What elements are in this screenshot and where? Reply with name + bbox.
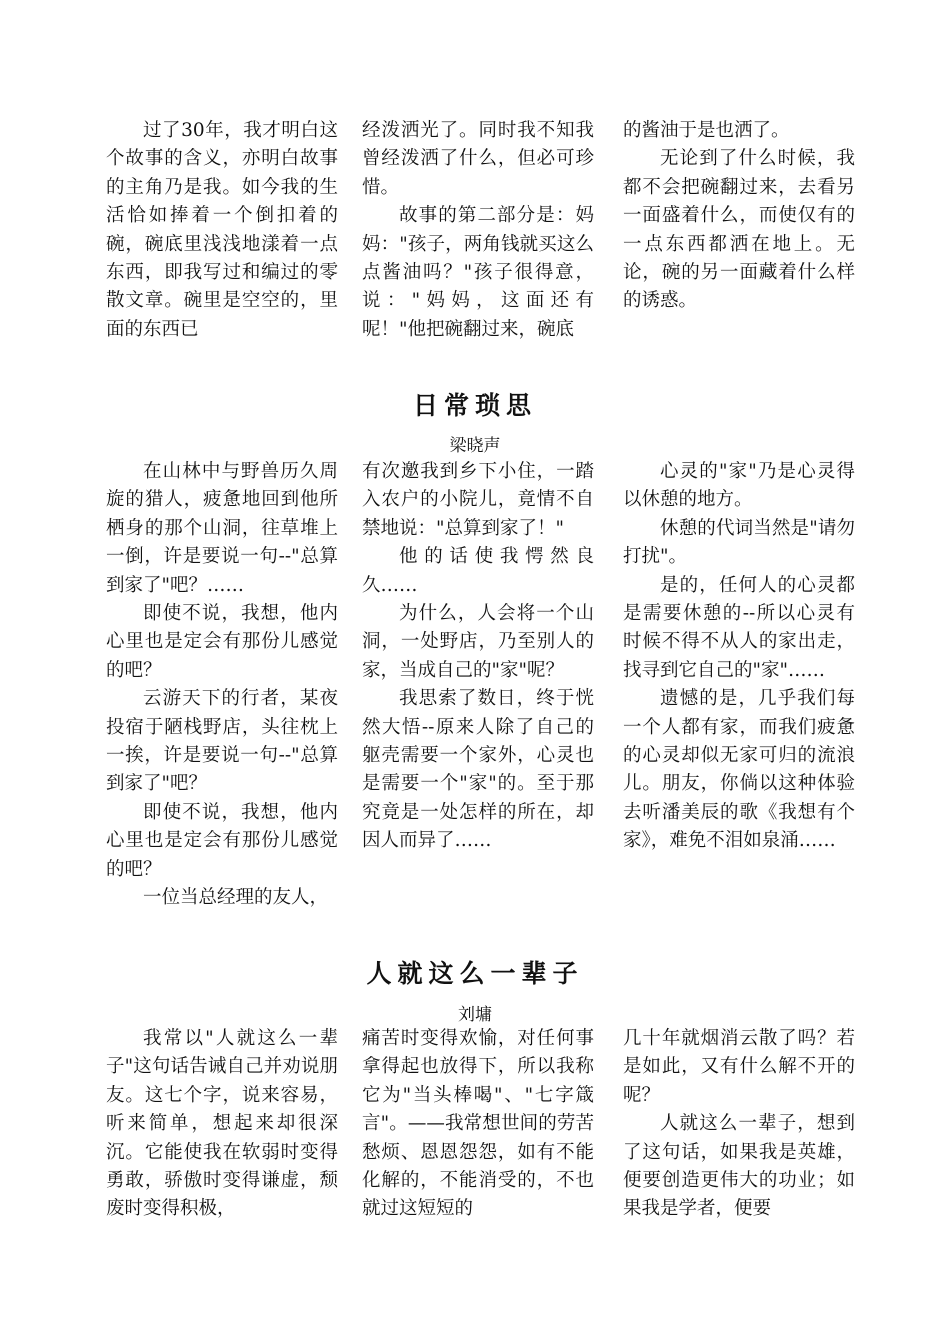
paragraph: 即使不说，我想，他内心里也是定会有那份儿感觉的吧？ [106,801,338,880]
paragraph: 有次邀我到乡下小住，一踏入农户的小院儿，竟情不自禁地说："总算到家了！" [362,461,594,539]
section3-column-1 [106,1025,338,1224]
paragraph: 是的，任何人的心灵都是需要休憩的--所以心灵有时候不得不从人的家出走，找寻到它自己的"家"…… [623,574,855,681]
paragraph: 人就这么一辈子，想到了这句话，如果我是英雄，便要创造更伟大的功业；如果我是学者，便要 [623,1113,855,1220]
paragraph: 休憩的代词当然是"请勿打扰"。 [623,517,855,568]
paragraph: 为什么，人会将一个山洞，一处野店，乃至别人的家，当成自己的"家"呢？ [362,603,594,681]
paragraph: 经泼洒光了。同时我不知我曾经泼洒了什么，但必可珍惜。 [362,120,594,198]
paragraph: 几十年就烟消云散了吗？若是如此，又有什么解不开的呢？ [623,1028,855,1106]
section1-column-3 [623,117,855,316]
article-title: 人就这么一辈子 [366,959,584,988]
section2-column-2 [362,458,594,856]
paragraph: 云游天下的行者，某夜投宿于陋栈野店，头往枕上一挨，许是要说一句--"总算到家了"吧？ [106,688,338,795]
paragraph: 一位当总经理的友人， [143,887,329,909]
section2-column-3 [623,458,855,856]
section1-column-2 [362,117,594,344]
paragraph: 的酱油于是也洒了。 [623,120,790,141]
paragraph: 心灵的"家"乃是心灵得以休憩的地方。 [623,461,855,511]
article-author: 梁晓声 [449,436,501,456]
paragraph: 痛苦时变得欢愉，对任何事拿得起也放得下，所以我称它为"当头棒喝"、"七字箴言"。——我常想世间的劳苦愁烦、恩恩怨怨，如有不能化解的，不能消受的，不也就过这短短的 [362,1028,594,1220]
paragraph: 在山林中与野兽历久周旋的猎人，疲惫地回到他所栖身的那个山洞，往草堆上一倒，许是要说一句--"总算到家了"吧？…… [106,461,338,596]
paragraph: 故事的第二部分是：妈妈："孩子，两角钱就买这么点酱油吗？"孩子很得意，说："妈妈，这面还有呢！"他把碗翻过来，碗底 [362,205,594,340]
paragraph: 即使不说，我想，他内心里也是定会有那份儿感觉的吧？ [106,603,338,681]
paragraph: 我常以"人就这么一辈子"这句话告诫自己并劝说朋友。这七个字，说来容易，听来简单，想起来却很深沉。它能使我在软弱时变得勇敢，骄傲时变得谦虚，颓废时变得积极， [106,1028,338,1220]
section3-column-2 [362,1025,594,1224]
paragraph: 我思索了数日，终于恍然大悟--原来人除了自己的躯壳需要一个家外，心灵也是需要一个"家"的。至于那究竟是一处怎样的所在，却因人而异了…… [362,688,594,852]
section1-column-1 [106,117,338,344]
article-author: 刘墉 [458,1005,492,1025]
section2-column-1 [106,458,338,913]
section3-column-3 [623,1025,855,1224]
paragraph: 过了30年，我才明白这个故事的含义，亦明白故事的主角乃是我。如今我的生活恰如捧着一个倒扣着的碗，碗底里浅浅地漾着一点东西，即我写过和编过的零散文章。碗里是空空的，里面的东西已 [106,120,338,340]
paragraph: 无论到了什么时候，我都不会把碗翻过来，去看另一面盛着什么，而使仅有的一点东西都洒在地上。无论，碗的另一面藏着什么样的诱惑。 [623,148,855,312]
paragraph: 遗憾的是，几乎我们每一个人都有家，而我们疲惫的心灵却似无家可归的流浪儿。朋友，你倘以这种体验去听潘美辰的歌《我想有个家》，难免不泪如泉涌…… [623,688,855,852]
article-title: 日常琐思 [412,391,537,420]
paragraph: 他的话使我愕然良久…… [362,546,594,596]
